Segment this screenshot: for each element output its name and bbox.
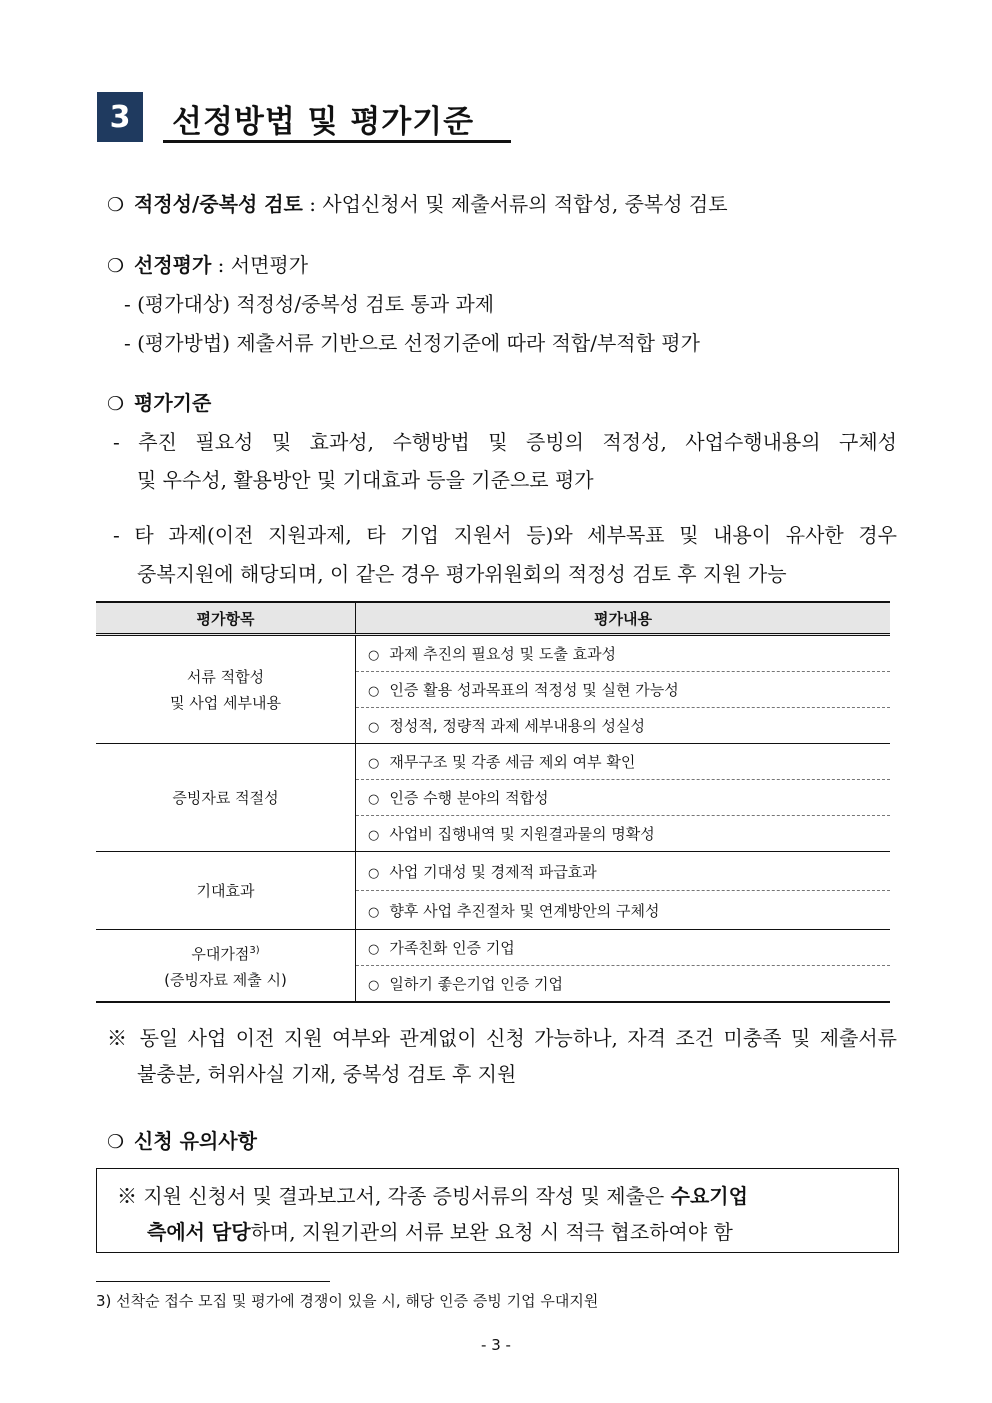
caution-box-line-2 [147,1216,733,1245]
note-line-2: 불충분, 허위사실 기재, 중복성 검토 후 지원 [137,1062,517,1086]
content-text: 재무구조 및 각종 세금 제외 여부 확인 [389,753,636,771]
content-cell [356,635,891,672]
section-title-underline [163,140,511,143]
evaluation-table [96,601,890,1003]
table-header-content: 평가내용 [356,602,891,635]
circle-bullet-icon: ❍ [107,393,125,415]
table-row [96,852,890,891]
selection-paragraph [107,249,308,278]
circle-bullet-icon: ○ [368,904,380,920]
circle-bullet-icon: ○ [368,828,380,843]
criteria-label: 평가기준 [134,391,212,415]
category-cell [96,744,356,852]
footnote-ref: 3) [249,945,260,956]
content-text: 인증 수행 분야의 적합성 [389,789,549,807]
note-line-1 [107,1022,897,1051]
circle-bullet-icon: ○ [368,648,380,663]
circle-bullet-icon: ○ [368,720,380,735]
category-label: 서류 적합성 [186,667,265,686]
circle-bullet-icon: ○ [368,978,380,993]
reference-mark-icon: ※ [107,1026,131,1050]
criteria-heading [107,387,211,416]
category-label: 우대가점 [191,945,250,963]
content-text: 향후 사업 추진절차 및 연계방안의 구체성 [389,901,660,920]
content-text: 사업비 집행내역 및 지원결과물의 명확성 [389,825,655,843]
content-cell [356,816,891,852]
table-row [96,930,890,966]
category-label: 증빙자료 적절성 [172,788,279,807]
footnote-divider [96,1281,330,1282]
circle-bullet-icon: ○ [368,792,380,807]
content-cell [356,708,891,744]
content-cell [356,780,891,816]
reference-mark-icon: ※ [117,1184,137,1208]
content-text: 일하기 좋은기업 인증 기업 [389,975,564,993]
criteria-paragraph-2-line-1: - 타 과제(이전 지원과제, 타 기업 지원서 등)와 세부목표 및 내용이 유사한 경우 [113,523,897,547]
selection-item: - (평가대상) 적정성/중복성 검토 통과 과제 [124,292,495,316]
selection-item: - (평가방법) 제출서류 기반으로 선정기준에 따라 적합/부적합 평가 [124,331,700,355]
content-cell [356,891,891,930]
table-header-category: 평가항목 [96,602,356,635]
category-cell [96,852,356,930]
circle-bullet-icon: ○ [368,865,380,881]
caution-text: 지원 신청서 및 결과보고서, 각종 증빙서류의 작성 및 제출은 [143,1184,671,1208]
category-label: 및 사업 세부내용 [170,693,281,712]
circle-bullet-icon: ❍ [107,255,125,277]
caution-box [96,1168,899,1253]
review-text: : 사업신청서 및 제출서류의 적합성, 중복성 검토 [302,192,728,216]
caution-box-line-1 [117,1180,748,1209]
review-label: 적정성/중복성 검토 [134,192,303,216]
content-cell [356,852,891,891]
content-cell [356,966,891,1003]
circle-bullet-icon: ❍ [107,194,125,216]
circle-bullet-icon: ○ [368,756,380,771]
content-cell [356,672,891,708]
caution-label: 신청 유의사항 [134,1129,257,1153]
note-text: 동일 사업 이전 지원 여부와 관계없이 신청 가능하나, 자격 조건 미충족 및 제출서류 [139,1026,898,1050]
section-number-badge: 3 [97,92,143,142]
table-header-row [96,602,890,635]
circle-bullet-icon: ❍ [107,1131,125,1153]
content-text: 인증 활용 성과목표의 적정성 및 실현 가능성 [389,681,679,699]
content-text: 사업 기대성 및 경제적 파급효과 [389,862,597,881]
table-row [96,744,890,780]
selection-label: 선정평가 [134,253,212,277]
caution-heading [107,1125,257,1154]
criteria-paragraph-2-line-2: 중복지원에 해당되며, 이 같은 경우 평가위원회의 적정성 검토 후 지원 가능 [137,562,787,586]
category-label: (증빙자료 제출 시) [164,971,287,989]
caution-text: 하며, 지원기관의 서류 보완 요청 시 적극 협조하여야 함 [250,1220,733,1244]
selection-text: : 서면평가 [211,253,309,277]
section-title: 선정방법 및 평가기준 [172,104,475,140]
circle-bullet-icon: ○ [368,942,380,957]
content-text: 정성적, 정량적 과제 세부내용의 성실성 [389,717,646,735]
criteria-paragraph-1-line-2: 및 우수성, 활용방안 및 기대효과 등을 기준으로 평가 [137,468,594,492]
circle-bullet-icon: ○ [368,684,380,699]
content-cell [356,744,891,780]
review-paragraph [107,188,728,217]
content-text: 가족친화 인증 기업 [389,939,515,957]
caution-emphasis: 수요기업 [670,1184,748,1208]
table-row [96,635,890,672]
footnote: 3) 선착순 접수 모집 및 평가에 경쟁이 있을 시, 해당 인증 증빙 기업 우대지원 [96,1292,599,1310]
category-cell [96,930,356,1003]
content-cell [356,930,891,966]
caution-emphasis: 측에서 담당 [147,1220,251,1244]
page-number: - 3 - [481,1336,511,1354]
criteria-paragraph-1-line-1: - 추진 필요성 및 효과성, 수행방법 및 증빙의 적정성, 사업수행내용의 구체성 [113,430,897,454]
category-cell [96,635,356,744]
content-text: 과제 추진의 필요성 및 도출 효과성 [389,645,617,663]
category-label: 기대효과 [196,881,255,900]
